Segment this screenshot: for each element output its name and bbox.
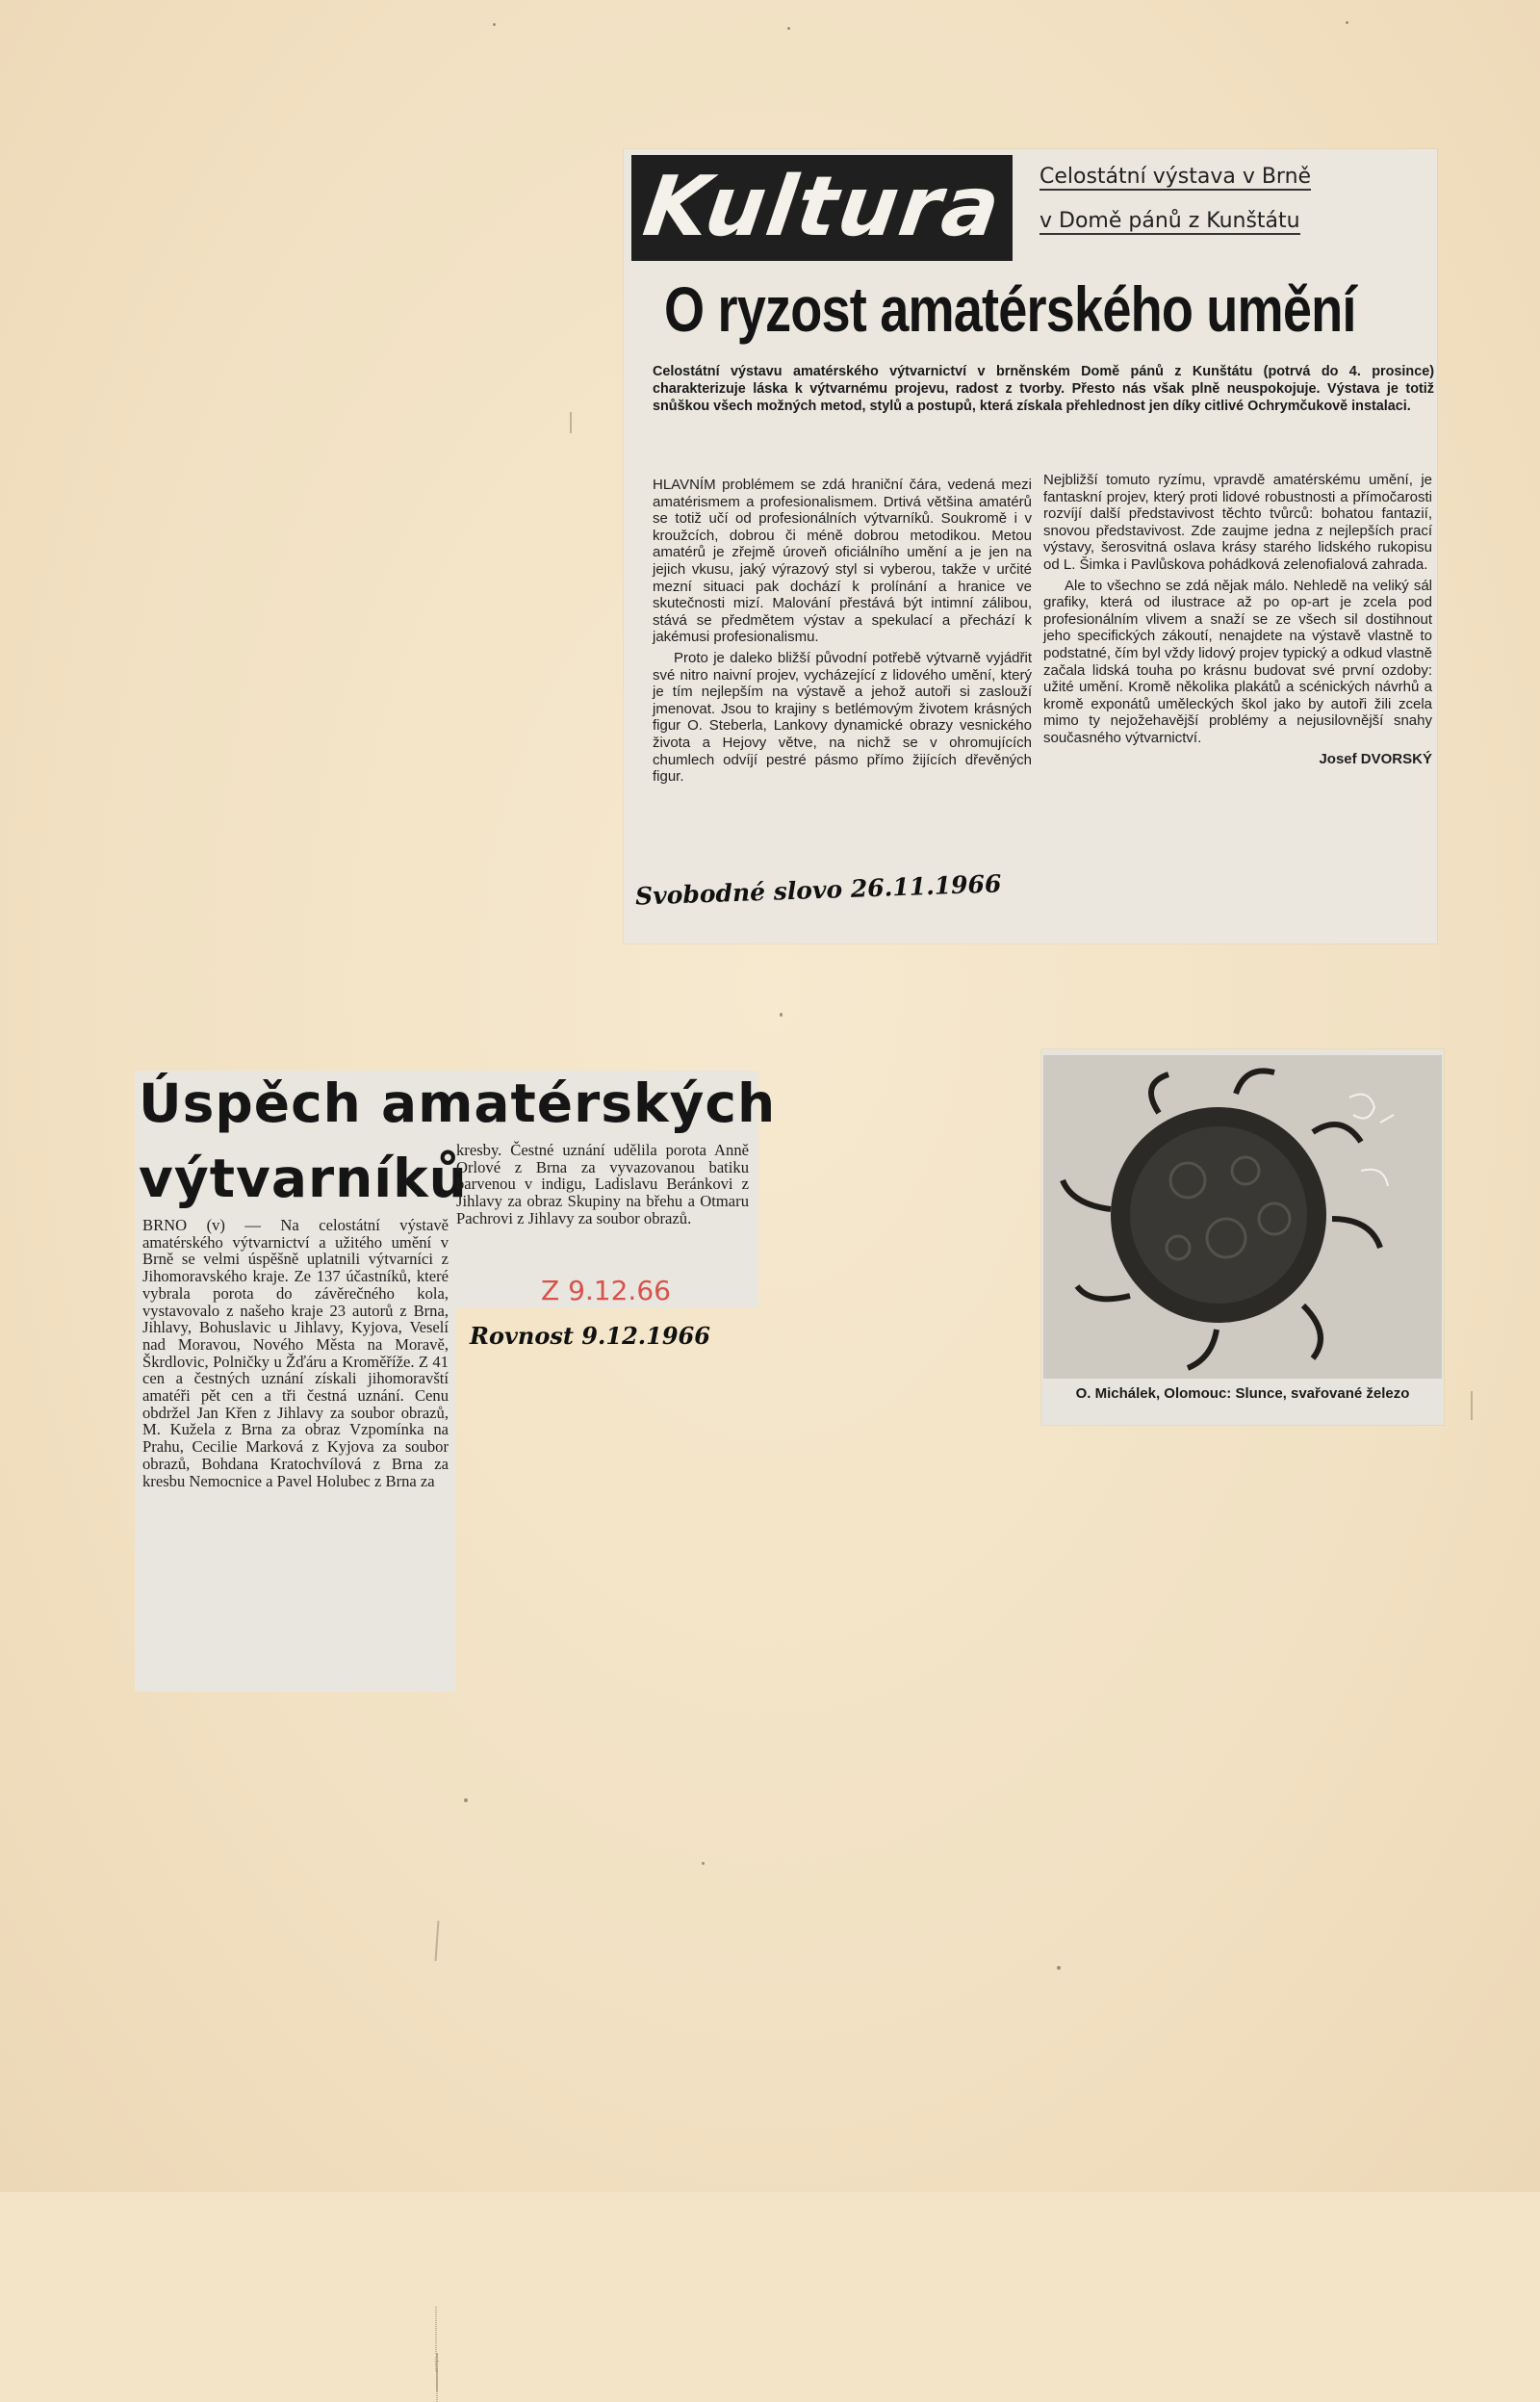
paper-scratch — [436, 2374, 438, 2375]
paper-scratch — [436, 2357, 438, 2358]
paper-speck — [787, 27, 790, 30]
handwritten-source-note: Svobodné slovo 26.11.1966 — [634, 869, 1002, 911]
article-headline-line-2: výtvarníků — [139, 1148, 468, 1209]
paper-scratch — [435, 2326, 437, 2327]
paper-scratch — [436, 2382, 438, 2383]
paper-scratch — [435, 2324, 437, 2325]
paper-speck — [493, 23, 496, 26]
paper-scratch — [435, 2330, 437, 2331]
paper-scratch — [435, 2370, 437, 2371]
paper-scratch — [436, 2386, 438, 2387]
paper-scratch — [435, 2316, 437, 2317]
paragraph: Ale to všechno se zdá nějak málo. Nehledě na veliký sál grafiky, která od ilustrace až po op-art je zcela pod profesionálním vlivem a snaží se ze všech sil dostihnout jeho specifických zákoutí, nenajdete na výstavě vlastně to podstatné, čím byl vždy lidový projev typický a odkud vlastně začala lidská touha po krásnu budovat své první ozdoby: užité umění. Kromě několika plakátů a scénických návrhů a kromě exponátů uměleckých škol jako by autoři žili zcela mimo ty nejožehavější problémy a nejusilovnější snahy současného výtvarnictví. — [1043, 577, 1432, 746]
paper-scratch — [436, 2388, 438, 2389]
paper-scratch — [435, 2368, 437, 2369]
author-byline: Josef DVORSKÝ — [1319, 750, 1432, 767]
paper-speck — [780, 1013, 783, 1017]
paper-scratch — [435, 2359, 437, 2360]
red-ink-annotation: Z 9.12.66 — [541, 1275, 671, 1306]
paragraph: HLAVNÍM problémem se zdá hraniční čára, vedená mezi amatérismem a profesionalismem. Drtivá většina amatérů se totiž učí od profesionálních výtvarníků. Soukromě i v kroužcích, dobrou či méně dobrou metodikou. Metou amatérů je zřejmě úroveň oficiálního umění a je jen na jejich vkusu, jaký výrazový styl si vyberou, takže v určité mezní situaci pak dochází k prolínání a hranice ve skutečnosti mizí. Malování přestává být intimní zálibou, stává se předmětem výstav a spekulací a přechází k jakémusi profesionalismu. — [653, 477, 1032, 646]
paper-scratch — [435, 2341, 437, 2342]
article-lead: Celostátní výstavu amatérského výtvarnictví v brněnském Domě pánů z Kunštátu (potrvá do 4. prosince) charakterizuje láska k výtvarnému projevu, radost z tvorby. Přesto nás však plně neuspokojuje. Výstava je totiž snůškou všech možných metod, stylů a postupů, která získala přehlednost jen díky citlivé Ochrymčukově instalaci. — [653, 364, 1434, 414]
paper-scratch — [435, 2349, 437, 2350]
paper-scratch — [436, 2395, 438, 2396]
paper-scratch — [1471, 1391, 1473, 1420]
kicker-line-1: Celostátní výstava v Brně — [1040, 165, 1312, 189]
paper-scratch — [436, 2355, 438, 2356]
photo-caption: O. Michálek, Olomouc: Slunce, svařované železo — [1075, 1385, 1410, 1402]
paper-scratch — [436, 2384, 438, 2385]
paper-scratch — [436, 2389, 438, 2390]
newspaper-clipping-rovnost — [135, 1071, 777, 1692]
article-column-right: kresby. Čestné uznání udělila porota Anně Orlové z Brna za vyvazovanou batiku barvenou v indigu, Ladislavu Beránkovi z Jihlavy za obraz Skupiny na břehu a Otmaru Pachrovi z Jihlavy za soubor obrazů. — [456, 1141, 749, 1227]
paper-scratch — [570, 412, 572, 433]
paper-scratch — [435, 2337, 437, 2338]
paper-scratch — [435, 2318, 437, 2319]
paper-scratch — [436, 2354, 438, 2355]
paper-scratch — [436, 2391, 438, 2392]
paper-scratch — [435, 2332, 437, 2333]
paper-scratch — [435, 2366, 437, 2367]
article-headline-line-1: Úspěch amatérských — [139, 1072, 777, 1134]
paper-scratch — [435, 2336, 437, 2337]
paper-scratch — [435, 2339, 437, 2340]
kicker-line-2: v Domě pánů z Kunštátu — [1040, 209, 1300, 233]
photo-clipping — [1041, 1049, 1444, 1425]
paper-scratch — [435, 2361, 437, 2362]
paper-scratch — [436, 2378, 438, 2379]
paper-speck — [702, 1862, 705, 1865]
paper-scratch — [436, 2393, 438, 2394]
paper-scratch — [435, 2364, 437, 2365]
paper-scratch — [435, 2307, 437, 2308]
article-column-right — [1043, 472, 1432, 767]
section-label: Kultura — [637, 159, 1008, 255]
section-banner — [631, 155, 1013, 261]
paper-scratch — [435, 2343, 437, 2344]
paper-scratch — [435, 2328, 437, 2329]
article-column-left — [653, 477, 1032, 789]
paper-scratch — [435, 2309, 437, 2310]
sun-sculpture-image — [1043, 1055, 1442, 1379]
paper-scratch — [436, 2376, 438, 2377]
paper-scratch — [435, 2334, 437, 2335]
paragraph: Nejbližší tomuto ryzímu, vpravdě amatérskému umění, je fantaskní projev, který proti lidové robustnosti a přímočarosti rozvíjí další představivost těchto tvůrců: bohatou fantazií, snovou představivost. Zde zaujme jedna z nejlepších prací výstavy, šerosvitná oslava krásy starého lidského rukopisu od L. Šimka i Pavlůskova pohádková zelenofialová zahrada. — [1043, 472, 1432, 573]
handwritten-source-note: Rovnost 9.12.1966 — [470, 1322, 710, 1350]
paper-scratch — [435, 2311, 437, 2312]
paper-scratch — [435, 1921, 440, 1961]
paper-scratch — [436, 2397, 438, 2398]
paper-scratch — [435, 2312, 437, 2313]
paper-scratch — [435, 2345, 437, 2346]
paper-scratch — [436, 2372, 438, 2373]
newspaper-clipping-svobodne-slovo — [624, 149, 1437, 943]
paper-scratch — [436, 2399, 438, 2400]
paper-scratch — [435, 2322, 437, 2323]
paper-speck — [1346, 21, 1348, 24]
paper-scratch — [435, 2362, 437, 2363]
paper-scratch — [435, 2351, 437, 2352]
paper-scratch — [437, 2361, 439, 2362]
sculpture-photo — [1043, 1055, 1442, 1379]
paper-scratch — [436, 2380, 438, 2381]
article-column-left: BRNO (v) — Na celostátní výstavě amatérského výtvarnictví a užitého umění v Brně se velmi úspěšně uplatnili výtvarníci z Jihomoravského kraje. Ze 137 účastníků, které vybrala porota do závěrečného kola, vystavovalo z našeho kraje 23 autorů z Brna, Jihlavy, Bohuslavic u Jihlavy, Kyjova, Veselí nad Moravou, Nového Města na Moravě, Škrdlovic, Polničky u Žďáru a Kroměříže. Z 41 cen a čestných uznání získali jihomoravští amatéři pět cen a tři čestná uznání. Cenu obdržel Jan Křen z Jihlavy za soubor obrazů, M. Kužela z Brna za obraz Vzpomínka na Prahu, Cecilie Marková z Kyjova za soubor obrazů, Bohdana Kratochvílová z Brna za kresbu Nemocnice a Pavel Holubec z Brna za — [142, 1216, 449, 1490]
paragraph: Proto je daleko bližší původní potřebě výtvarně vyjádřit své nitro naivní projev, vycházející z lidového umění, který je tím nejlepším na výstavě a jehož autoři si zaslouží jmenovat. Jsou to krajiny s betlémovým životem krásných figur O. Steberla, Lankovy dynamické obrazy vesnického života a Hejovy větve, na nichž se v ohromujících chumlech odvíjí pestré pásmo přímo žijících dřevěných figur. — [653, 649, 1032, 786]
paper-scratch — [435, 2320, 437, 2321]
paper-scratch — [435, 2347, 437, 2348]
paper-speck — [464, 1798, 468, 1802]
paper-speck — [1057, 1966, 1061, 1970]
article-headline: O ryzost amatérského umění — [664, 273, 1356, 345]
paper-scratch — [435, 2314, 437, 2315]
